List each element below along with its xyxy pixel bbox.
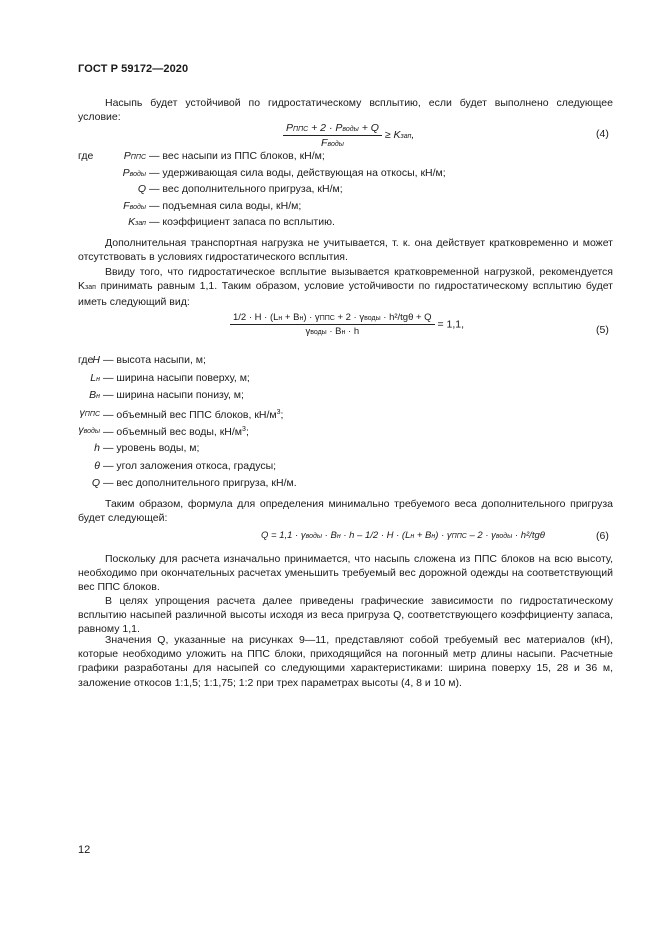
definition-text: — угол заложения откоса, градусы; <box>103 459 277 472</box>
equation-6-number: (6) <box>596 530 609 542</box>
definition-symbol: Bн <box>89 389 100 402</box>
equation-4 <box>283 122 414 149</box>
paragraph-pps-weight: Поскольку для расчета изначально принимается, что насыпь сложена из ППС блоков на всю высоту, необходимо при окончательных расчетах уменьшить требуемый вес дорожной одежды на соответствующий вес ППС блоков. <box>78 553 613 594</box>
equation-5 <box>230 312 464 337</box>
equation-4-numerator: PППС + 2 · Pводы + Q <box>283 122 382 136</box>
equation-5-denominator: γводы · Bн · h <box>305 326 360 337</box>
definition-symbol: Kзап <box>128 216 146 228</box>
definition-symbol: Pводы <box>122 166 146 179</box>
equation-5-number: (5) <box>596 324 609 336</box>
equation-4-fraction <box>283 122 382 149</box>
equation-4-rhs: ≥ Kзап, <box>384 129 415 142</box>
definition-text: — объемный вес ППС блоков, $кН/м^3$; <box>103 408 284 421</box>
definition-symbol: γводы <box>78 424 100 437</box>
definition-text: — подъемная сила воды, кН/м; <box>149 199 302 212</box>
definition-text: — вес насыпи из ППС блоков, кН/м; <box>149 150 325 162</box>
equation-5-fraction <box>230 312 435 337</box>
definition-text: — вес дополнительного пригруза, кН/м. <box>103 477 297 490</box>
equation-4-denominator: Fводы <box>321 137 344 149</box>
definition-text: — высота насыпи, м; <box>103 354 206 366</box>
paragraph-min-load-formula: Таким образом, формула для определения минимально требуемого веса дополнительного пригруза будет следующей: <box>78 498 613 525</box>
equation-5-rhs: = 1,1, <box>437 318 465 331</box>
paragraph-transport-load: Дополнительная транспортная нагрузка не учитывается, т. к. она действует кратковременно и может отсутствовать в условиях гидростатического всплытия. <box>78 237 613 264</box>
definition-text: — ширина насыпи поверху, м; <box>103 371 250 384</box>
definition-symbol: Q <box>91 477 100 490</box>
document-header: ГОСТ Р 59172—2020 <box>78 63 189 75</box>
paragraph-stability-condition: Насыпь будет устойчивой по гидростатическому всплытию, если будет выполнено следующее условие: <box>78 97 613 124</box>
paragraph-q-values: Значения Q, указанные на рисунках 9—11, представляют собой требуемый вес материалов (кН), которые необходимо уложить на ППС блоки, приходящийся на погонный метр длины насыпи. Расчетные графики разработаны для насыпей со следующими характеристиками: ширина поверху 15, 28 и 36 м, заложение откосов 1:1,5; 1:1,75; 1:2 при трех параметрах высоты (4, 8 и 10 м). <box>78 634 613 689</box>
definition-symbol: γППС <box>79 406 100 419</box>
paragraph-graphs: В целях упрощения расчета далее приведены графические зависимости по гидростатическому всплытию насыпей различной высоты исходя из веса пригруза Q, соответствующего коэффициенту запаса, равному 1,1. <box>78 595 613 636</box>
definition-text: — уровень воды, м; <box>103 442 200 454</box>
definition-text: — объемный вес воды, $кН/м^3$; <box>103 426 249 439</box>
definition-text: — ширина насыпи понизу, м; <box>103 389 244 402</box>
definition-text: — коэффициент запаса по всплытию. <box>149 216 335 228</box>
definition-symbol: H <box>92 354 100 366</box>
equation-5-numerator: 1/2 · H · (Lн + Bн) · γППС + 2 · γводы · h²/tgθ + Q <box>230 312 435 325</box>
definition-symbol: θ <box>94 459 100 472</box>
definition-symbol: Fводы <box>123 199 146 212</box>
definition-text: — удерживающая сила воды, действующая на откосы, кН/м; <box>149 166 446 179</box>
definition-symbol: Q <box>137 183 146 195</box>
where-label: где <box>78 150 94 162</box>
definition-symbol: h <box>94 442 100 454</box>
page-number: 12 <box>78 844 91 856</box>
definition-symbol: PППС <box>123 150 146 162</box>
equation-6: Q = 1,1 · γводы · Bн · h – 1/2 · H · (Lн + Bн) · γППС – 2 · γводы · h²/tgθ <box>261 530 545 541</box>
paragraph-safety-factor: Ввиду того, что гидростатическое всплытие вызывается кратковременной нагрузкой, рекомендуется Kзап принимать равным 1,1. Таким образом, условие устойчивости по гидростатическому всплытию будет иметь следующий вид: <box>78 266 613 309</box>
definition-text: — вес дополнительного пригруза, кН/м; <box>149 183 343 195</box>
definition-symbol: Lн <box>90 371 100 384</box>
equation-4-number: (4) <box>596 128 609 140</box>
where-label-2: где <box>78 354 94 366</box>
